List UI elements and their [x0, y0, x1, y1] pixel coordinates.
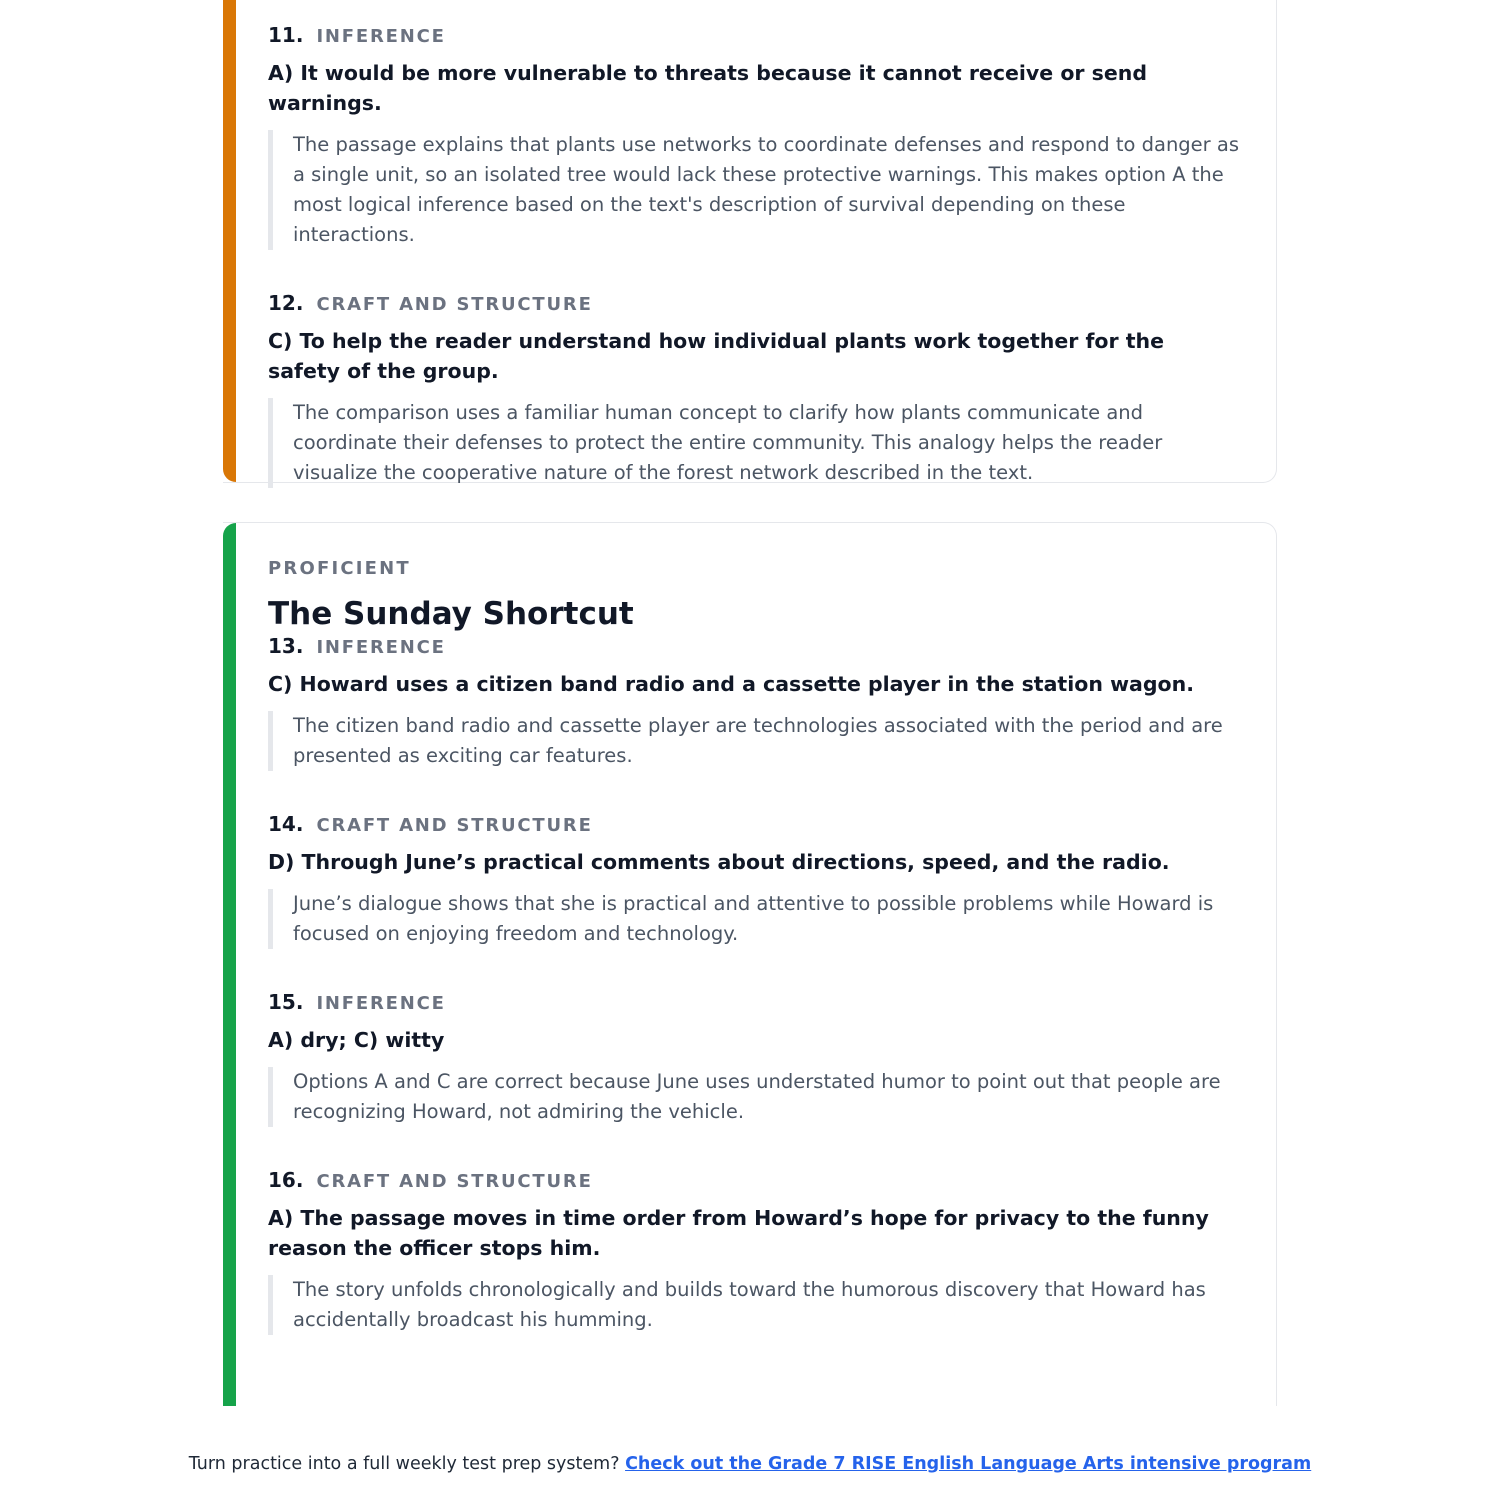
question-header — [268, 22, 1240, 48]
question-header — [268, 989, 1240, 1015]
answer-explanation: The citizen band radio and cassette player are technologies associated with the period and are presented as exciting car features. — [268, 711, 1240, 771]
correct-answer: A) dry; C) witty — [268, 1028, 445, 1052]
question-type: CRAFT AND STRUCTURE — [316, 294, 593, 315]
question-item-12 — [268, 290, 1240, 488]
question-header — [268, 811, 1240, 837]
section-content — [268, 559, 1240, 1335]
answer-explanation: Options A and C are correct because June uses understated humor to point out that people are recognizing Howard, not admiring the vehicle. — [268, 1067, 1240, 1127]
correct-answer: C) Howard uses a citizen band radio and a cassette player in the station wagon. — [268, 672, 1194, 696]
question-number: 12. — [268, 291, 304, 315]
footer-text: Turn practice into a full weekly test prep system? — [188, 1454, 626, 1474]
passage-title: The Sunday Shortcut — [268, 596, 634, 632]
question-item-15 — [268, 989, 1240, 1127]
question-type: INFERENCE — [316, 993, 446, 1014]
question-header — [268, 633, 1240, 659]
question-header — [268, 1167, 1240, 1193]
section-accent-bar — [223, 523, 236, 1406]
question-number: 16. — [268, 1168, 304, 1192]
answer-card-section-1 — [223, 0, 1277, 483]
question-type: CRAFT AND STRUCTURE — [316, 1171, 593, 1192]
section-accent-bar — [223, 0, 236, 482]
question-number: 13. — [268, 634, 304, 658]
answer-explanation: The comparison uses a familiar human concept to clarify how plants communicate and coordinate their defenses to protect the entire community. This analogy helps the reader visualize the cooperative nature of the forest network described in the text. — [268, 398, 1240, 488]
program-link[interactable]: Check out the Grade 7 RISE English Language Arts intensive program — [625, 1454, 1312, 1474]
question-type: CRAFT AND STRUCTURE — [316, 815, 593, 836]
question-type: INFERENCE — [316, 637, 446, 658]
question-item-14 — [268, 811, 1240, 949]
footer-cta — [0, 1450, 1500, 1478]
answer-explanation: The story unfolds chronologically and builds toward the humorous discovery that Howard has accidentally broadcast his humming. — [268, 1275, 1240, 1335]
correct-answer: A) The passage moves in time order from Howard’s hope for privacy to the funny reason the officer stops him. — [268, 1206, 1209, 1260]
question-number: 11. — [268, 23, 304, 47]
answer-explanation: The passage explains that plants use networks to coordinate defenses and respond to danger as a single unit, so an isolated tree would lack these protective warnings. This makes option A the most logical inference based on the text's description of survival depending on these interactions. — [268, 130, 1240, 250]
question-header — [268, 290, 1240, 316]
correct-answer: A) It would be more vulnerable to threats because it cannot receive or send warnings. — [268, 61, 1148, 115]
section-content — [268, 22, 1240, 488]
answer-explanation: June’s dialogue shows that she is practical and attentive to possible problems while Howard is focused on enjoying freedom and technology. — [268, 889, 1240, 949]
correct-answer: D) Through June’s practical comments about directions, speed, and the radio. — [268, 850, 1170, 874]
question-item-16 — [268, 1167, 1240, 1335]
question-item-13 — [268, 633, 1240, 771]
question-number: 15. — [268, 990, 304, 1014]
question-number: 14. — [268, 812, 304, 836]
answer-card-section-2 — [223, 522, 1277, 1406]
correct-answer: C) To help the reader understand how individual plants work together for the safety of the group. — [268, 329, 1165, 383]
passage-level-label: PROFICIENT — [268, 558, 411, 579]
question-item-11 — [268, 22, 1240, 250]
question-type: INFERENCE — [316, 26, 446, 47]
